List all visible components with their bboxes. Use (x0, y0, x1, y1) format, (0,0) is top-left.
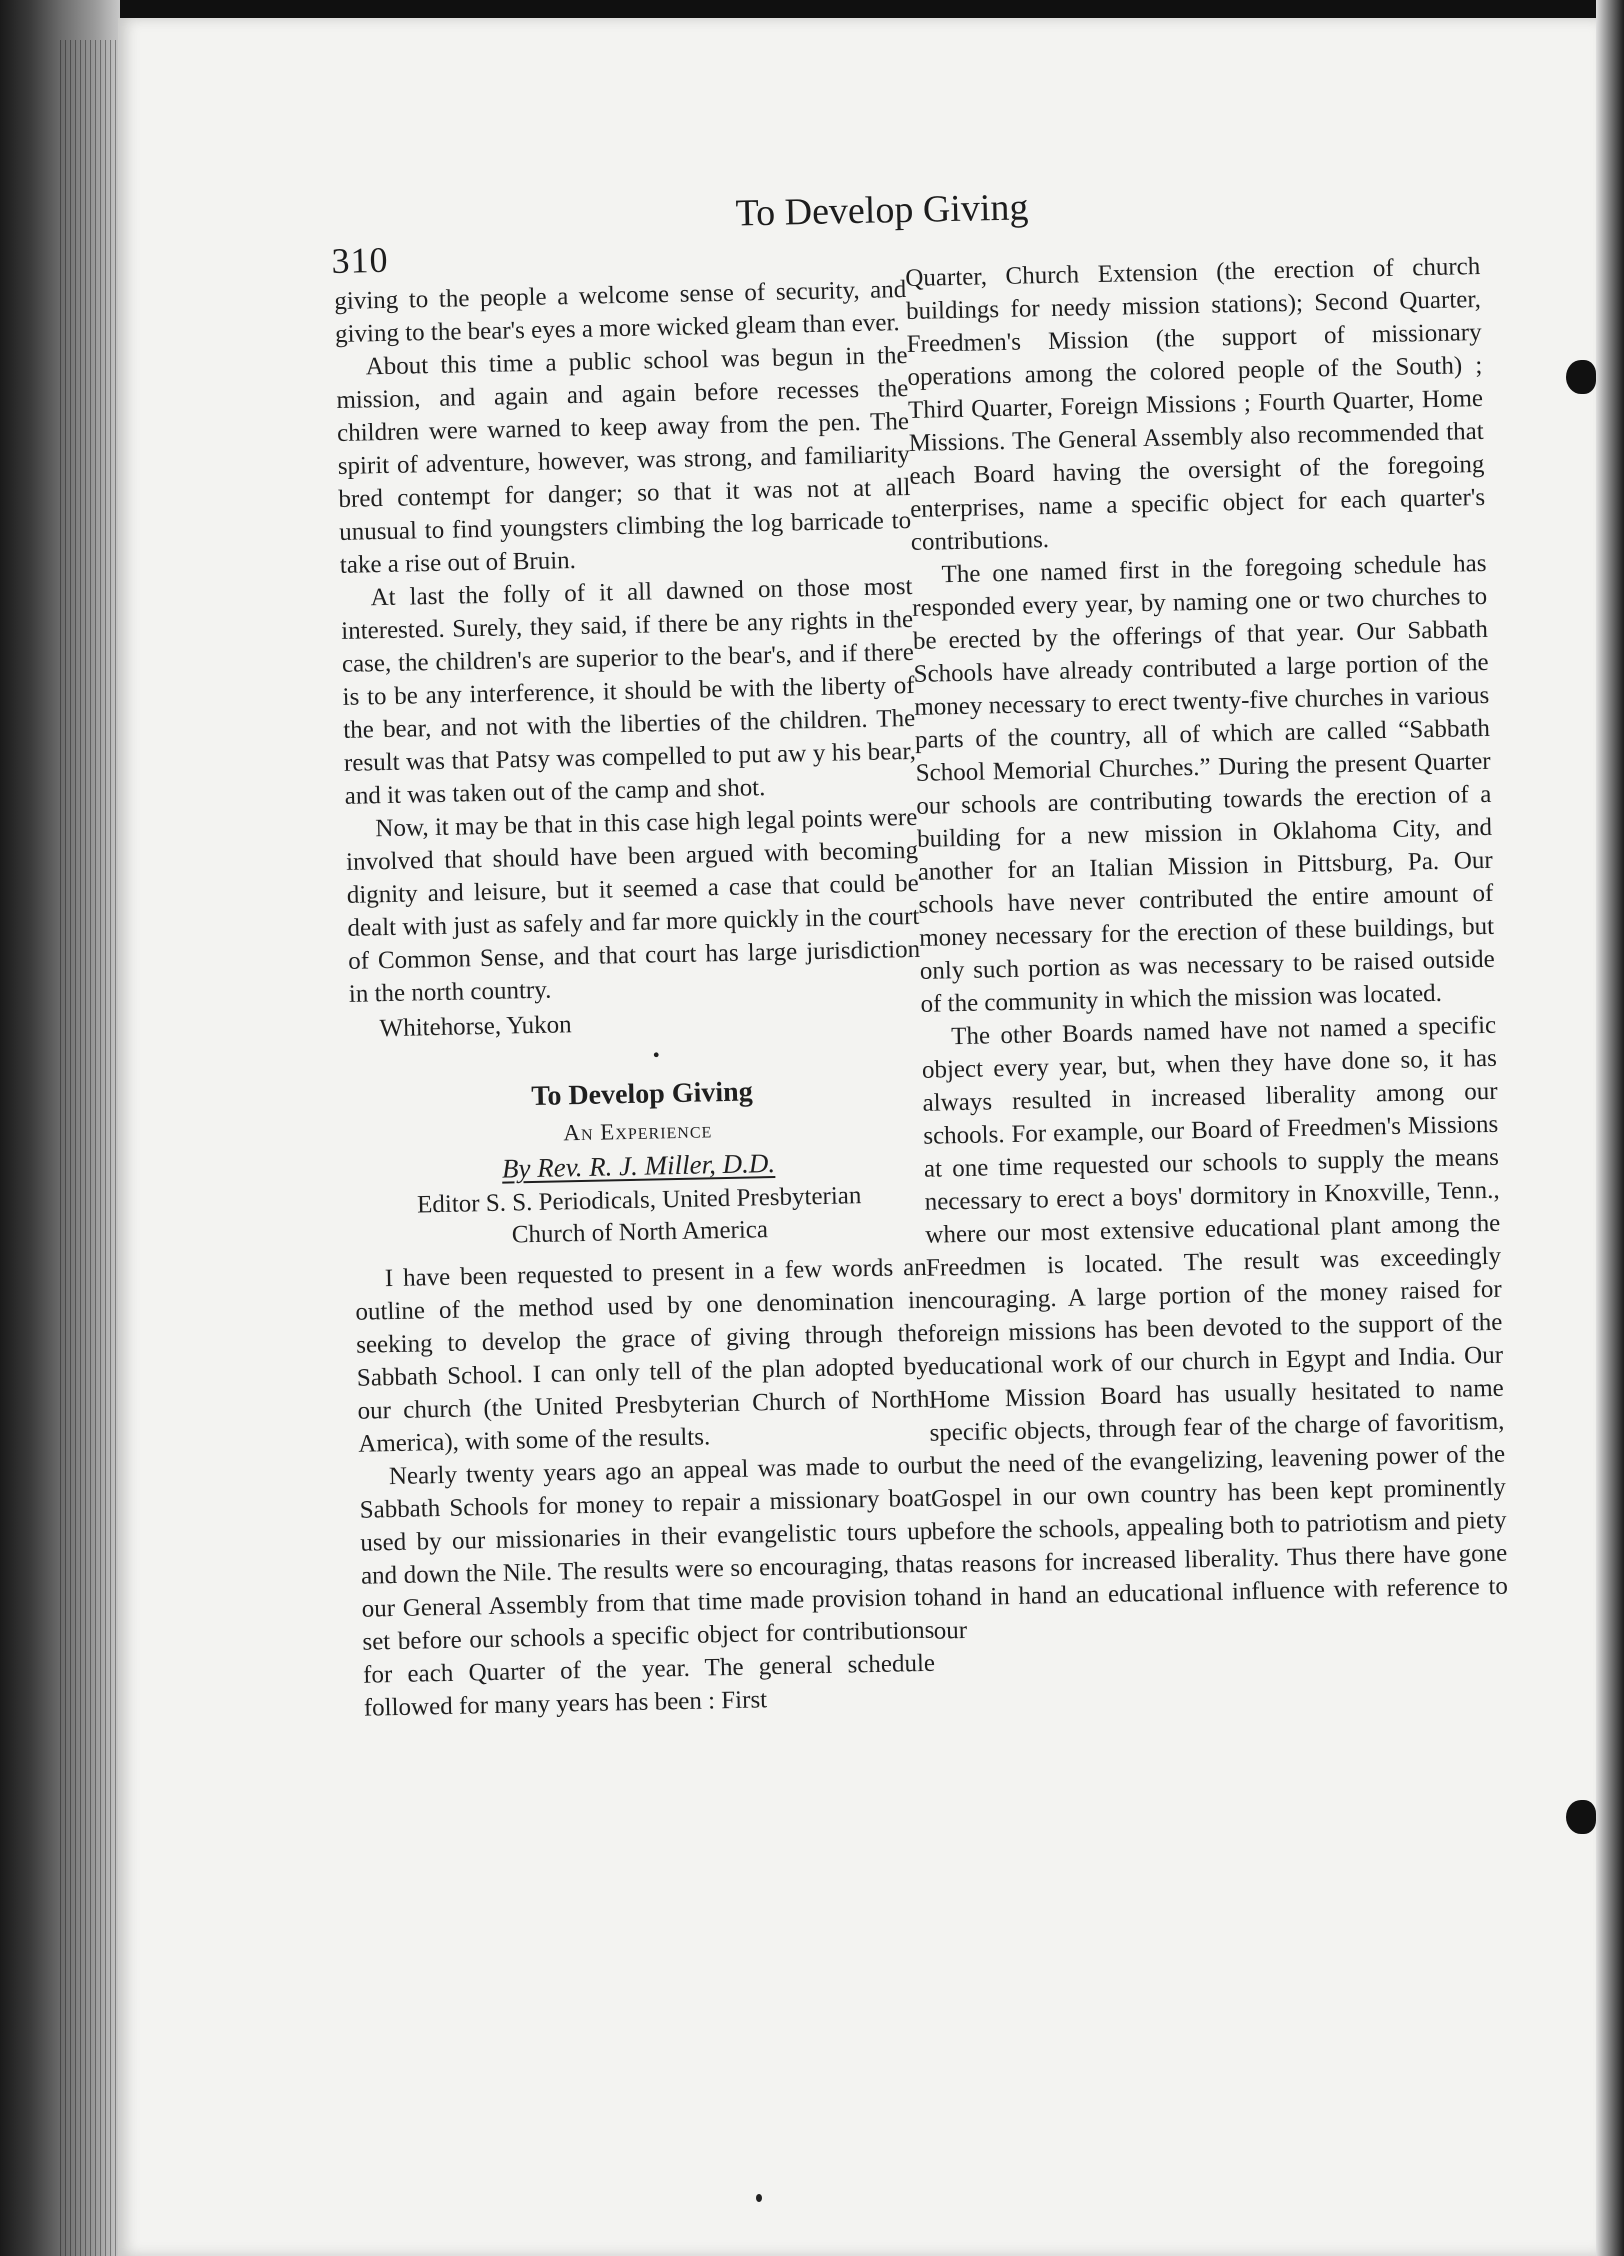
scan-right-edge (1596, 0, 1624, 2256)
article-heading (351, 1072, 926, 1255)
article-author: By Rev. R. J. Miller, D.D. (501, 1147, 776, 1184)
paragraph: The other Boards named have not named a specific object every year, but, when they have done so, it has always resulted in increased liberality among our schools. For example, our Board of Freedmen's Missions at one time requested our schools to supply the means necessary to erect a boys' dormitory in Knoxville, Tenn., where our most extensive educational plant among the Freedmen is located. The result was exceedingly encouraging. A large portion of the money raised for foreign missions has been devoted to the support of the educational work of our church in Egypt and India. Our Home Mission Board has usually hesitated to name specific objects, through fear of the charge of favoritism, but the need of the evangelizing, leavening power of the Gospel in our own country has been kept prominently before the schools, appealing both to patriotism and piety as reasons for increased liberality. Thus there have gone hand in hand an educational influence with reference to our (921, 1011, 1509, 1645)
place-signature: Whitehorse, Yukon (379, 1011, 572, 1043)
paragraph: Now, it may be that in this case high legal points were involved that should have been argued with becoming dignity and leisure, but it seemed a case that could be dealt with just as safely and far more quickly in the court of Common Sense, and that court has large jurisdiction in the north country. (345, 803, 921, 1008)
affiliation-line: Editor S. S. Periodicals, United Presbyterian (416, 1182, 862, 1219)
print-speck (756, 2194, 762, 2202)
page-edges (60, 40, 120, 2256)
paragraph: giving to the people a welcome sense of security, and giving to the bear's eyes a more wicked gleam than ever. (334, 276, 907, 348)
paragraph: About this time a public school was begun in the mission, and again and again before recesses the children were warned to keep away from the pen. The spirit of adventure, however, was strong, and familiarity bred contempt for danger; so that it was not at all unusual to find youngsters climbing the log barricade to take a rise out of Bruin. (336, 342, 912, 579)
paragraph: Nearly twenty years ago an appeal was made to our Sabbath Schools for money to repair a missionary boat used by our missionaries in their evangelistic tours up and down the Nile. The results were so encouraging, that our General Assembly from that time made provision to set before our schools a specific object for contributions for each Quarter of the year. The general schedule followed for many years has been : First (359, 1451, 936, 1722)
binder-hole-mark (1566, 360, 1596, 394)
article-subtitle: An Experience (563, 1117, 713, 1146)
article-affiliation (353, 1179, 926, 1255)
article-title: To Develop Giving (530, 1076, 754, 1113)
paragraph: At last the folly of it all dawned on those most interested. Surely, they said, if there be any rights in the case, the children's are superior to the bear's, and if there is to be any interference, it should be with the liberty of the bear, and not with the liberties of the children. The result was that Patsy was compelled to put aw y his bear, and it was taken out of the camp and shot. (340, 572, 917, 810)
left-column (334, 273, 936, 1725)
paragraph: The one named first in the foregoing schedule has responded every year, by naming one or two churches to be erected by the offerings of that year. Our Sabbath Schools have already contributed a large portion of the money necessary to erect twenty-five churches in various parts of the country, all of which are called “Sabbath School Memorial Churches.” During the present Quarter our schools are contributing towards the erection of a building for a new mission in Oklahoma City, and another for an Italian Mission in Pittsburg, Pa. Our schools have never contributed the entire amount of money necessary for the erection of these buildings, but only such portion as was necessary to be raised outside of the community in which the mission was located. (911, 549, 1496, 1018)
paragraph: I have been requested to present in a few words an outline of the method used by one denomination in seeking to develop the grace of giving through the Sabbath School. I can only tell of the plan adopted by our church (the United Presbyterian Church of North America), with some of the results. (355, 1253, 930, 1458)
paragraph: Quarter, Church Extension (the erection of church buildings for needy mission stations); Second Quarter, Freedmen's Mission (the support of missionary operations among the colored people of the South) ; Third Quarter, Foreign Missions ; Fourth Quarter, Home Missions. The General Assembly also recommended that each Board having the oversight of the foregoing enterprises, name a specific object for each quarter's contributions. (905, 252, 1486, 556)
page-number: 310 (331, 239, 389, 281)
right-column (905, 250, 1509, 1648)
running-title: To Develop Giving (735, 186, 1029, 235)
affiliation-line: Church of North America (511, 1216, 769, 1249)
section-mark: • (652, 1044, 660, 1067)
binder-hole-mark (1566, 1800, 1596, 1834)
